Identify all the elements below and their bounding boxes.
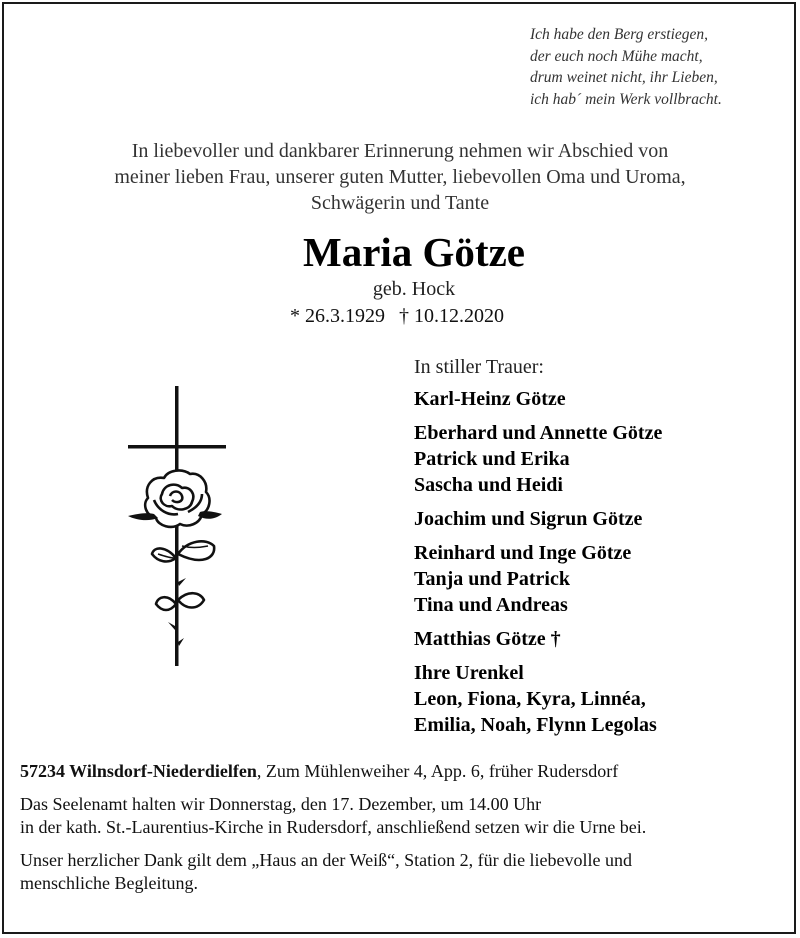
mourner-name: Ihre Urenkel [414,662,524,684]
mourner-group [414,420,774,498]
mourner-group [414,660,774,738]
mourner-name: Emilia, Noah, Flynn Legolas [414,714,657,736]
intro-line: Schwägerin und Tante [310,192,490,214]
thanks-line: menschliche Begleitung. [20,873,198,893]
poem-line: der euch noch Mühe macht, [530,47,703,65]
mourner-name: Matthias Götze † [414,628,561,650]
poem-line: ich hab´ mein Werk vollbracht. [530,90,722,108]
mourner-name: Leon, Fiona, Kyra, Linnéa, [414,688,646,710]
death-date: † 10.12.2020 [399,305,504,327]
mourner-group [414,386,774,412]
deceased-name: Maria Götze [303,229,525,275]
service-line: Das Seelenamt halten wir Donnerstag, den 17. Dezember, um 14.00 Uhr [20,794,542,814]
intro-line: meiner lieben Frau, unserer guten Mutter, liebevollen Oma und Uroma, [114,166,686,188]
mourner-name: Tanja und Patrick [414,568,570,590]
intro-text [0,138,800,216]
mourner-name: Joachim und Sigrun Götze [414,508,643,530]
thanks-text [20,849,790,895]
address-street: , Zum Mühlenweiher 4, App. 6, früher Rudersdorf [256,761,619,781]
mourners-list [414,354,774,746]
address-place: 57234 Wilnsdorf-Niederdielfen [20,761,257,781]
mourner-name: Karl-Heinz Götze [414,388,566,410]
thanks-line: Unser herzlicher Dank gilt dem „Haus an der Weiß“, Station 2, für die liebevolle und [20,850,633,870]
mourner-group [414,626,774,652]
cross-with-rose-icon [118,386,238,666]
birth-name: geb. Hock [372,278,456,300]
mourner-name: Sascha und Heidi [414,474,563,496]
mourner-name: Reinhard und Inge Götze [414,542,632,564]
poem [530,24,780,110]
footer [20,760,790,905]
mourner-name: Eberhard und Annette Götze [414,422,663,444]
poem-line: drum weinet nicht, ihr Lieben, [530,69,718,86]
address [20,760,790,783]
mourner-group [414,540,774,618]
service-info [20,793,790,839]
intro-line: In liebevoller und dankbarer Erinnerung nehmen wir Abschied von [131,140,669,162]
mourner-name: Tina und Andreas [414,594,568,616]
mourner-group [414,506,774,532]
birth-date: * 26.3.1929 [290,305,385,327]
mourners-lead: In stiller Trauer: [414,356,544,378]
mourner-name: Patrick und Erika [414,448,570,470]
life-dates [290,303,504,329]
service-line: in der kath. St.-Laurentius-Kirche in Rudersdorf, anschließend setzen wir die Urne bei. [20,817,647,837]
poem-line: Ich habe den Berg erstiegen, [530,26,709,43]
